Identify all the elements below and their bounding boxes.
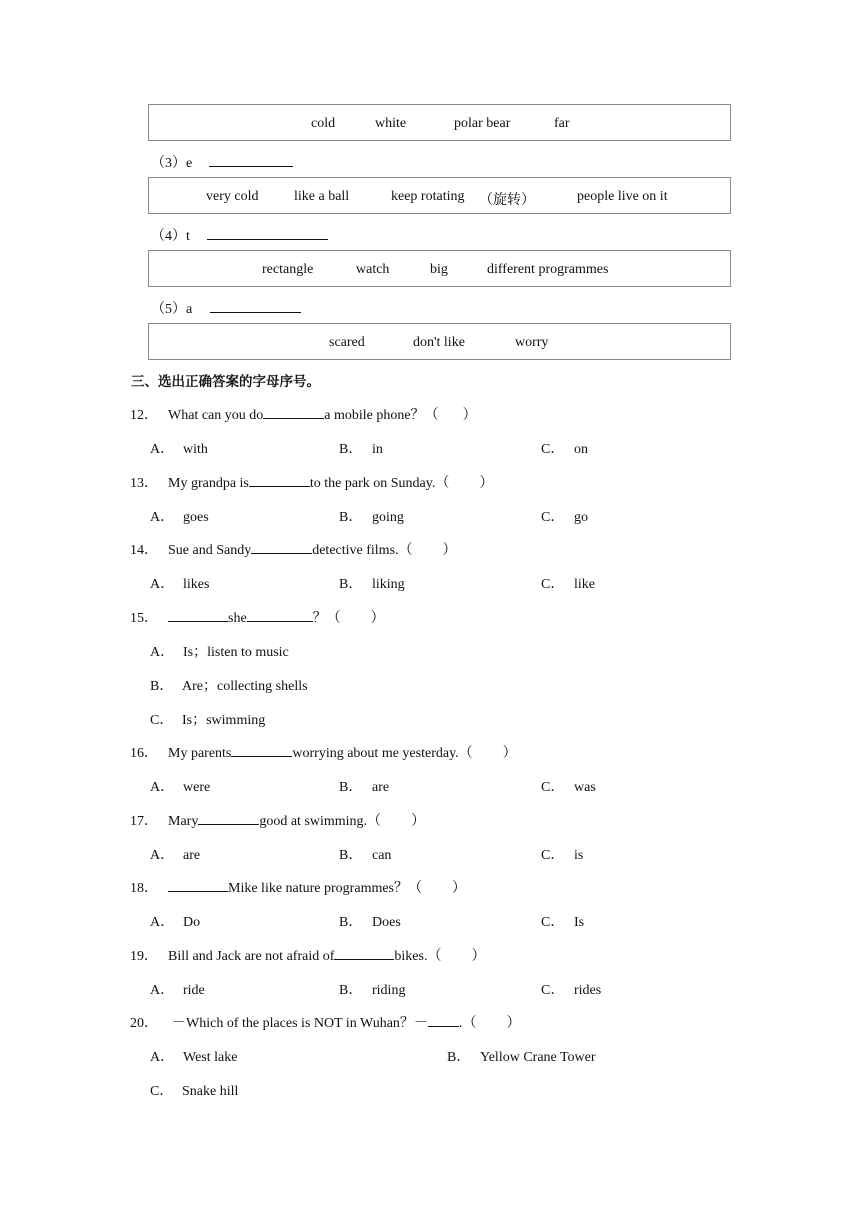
q12-option-c[interactable]: C． on — [541, 442, 588, 457]
q16-number: 16． — [130, 746, 158, 761]
q14-option-a[interactable]: A． likes — [150, 577, 210, 592]
word-rotating-cn: （旋转） — [479, 193, 535, 208]
q13-option-b[interactable]: B． going — [339, 510, 404, 525]
q12-blank[interactable] — [263, 406, 324, 419]
q15-option-b[interactable]: B． Are；collecting shells — [150, 679, 308, 694]
word-box-3 — [148, 177, 731, 214]
q19-number: 19． — [130, 949, 158, 964]
q18-close: ） — [452, 881, 467, 896]
q17-blank[interactable] — [198, 812, 259, 825]
word-keep-rotating: keep rotating — [391, 189, 465, 204]
word-scared: scared — [329, 335, 365, 350]
q20-option-c[interactable]: C． Snake hill — [150, 1084, 239, 1099]
word-box-1 — [148, 104, 731, 141]
q14-pre: Sue and Sandy — [168, 543, 252, 558]
q20-blank[interactable] — [428, 1014, 459, 1027]
q19-blank[interactable] — [334, 947, 394, 960]
item-4-label: （4）t — [151, 229, 190, 244]
q18-option-b[interactable]: B． Does — [339, 915, 401, 930]
word-people-live-on-it: people live on it — [577, 189, 668, 204]
q16-close: ） — [502, 746, 517, 761]
q12-text — [168, 404, 477, 424]
q14-close: ） — [442, 543, 457, 558]
q16-option-a[interactable]: A． were — [150, 780, 211, 795]
word-worry: worry — [515, 335, 549, 350]
q12-number: 12． — [130, 408, 158, 423]
q16-option-c[interactable]: C． was — [541, 780, 596, 795]
q17-close: ） — [411, 814, 426, 829]
q17-option-b[interactable]: B． can — [339, 848, 392, 863]
q14-text — [168, 539, 457, 559]
q15-text — [168, 607, 385, 627]
q12-close: ） — [462, 408, 477, 423]
q14-option-b[interactable]: B． liking — [339, 577, 405, 592]
q19-option-a[interactable]: A． ride — [150, 983, 205, 998]
q16-blank[interactable] — [231, 744, 292, 757]
q20-option-b[interactable]: B． Yellow Crane Tower — [447, 1050, 596, 1065]
word-box-5 — [148, 323, 731, 360]
q18-blank[interactable] — [168, 879, 228, 892]
q15-option-a[interactable]: A． Is；listen to music — [150, 645, 289, 660]
word-polar-bear: polar bear — [454, 116, 511, 131]
q16-post: worrying about me yesterday.（ — [292, 746, 473, 761]
q12-pre: What can you do — [168, 408, 264, 423]
q17-option-a[interactable]: A． are — [150, 848, 201, 863]
word-white: white — [375, 116, 407, 131]
q18-post: Mike like nature programmes？（ — [228, 881, 423, 896]
word-rectangle: rectangle — [262, 262, 314, 277]
q13-text — [168, 472, 493, 492]
q20-number: 20． — [130, 1016, 158, 1031]
q17-text — [168, 810, 425, 830]
q13-pre: My grandpa is — [168, 476, 249, 491]
word-different-programmes: different programmes — [487, 262, 609, 277]
q17-post: good at swimming.（ — [259, 814, 382, 829]
q19-post: bikes.（ — [394, 949, 442, 964]
q19-pre: Bill and Jack are not afraid of — [168, 949, 335, 964]
q18-number: 18． — [130, 881, 158, 896]
q13-option-c[interactable]: C． go — [541, 510, 588, 525]
item-3-label: （3）e — [151, 156, 193, 171]
q19-text — [168, 945, 485, 965]
q14-blank[interactable] — [251, 541, 312, 554]
item-3-blank[interactable] — [209, 166, 293, 167]
q15-option-c[interactable]: C． Is；swimming — [150, 713, 266, 728]
word-dont-like: don't like — [413, 335, 465, 350]
q15-close: ） — [370, 611, 385, 626]
q13-close: ） — [479, 476, 494, 491]
q18-option-a[interactable]: A． Do — [150, 915, 201, 930]
q13-blank[interactable] — [249, 474, 310, 487]
q17-option-c[interactable]: C． is — [541, 848, 584, 863]
word-cold: cold — [311, 116, 336, 131]
q12-option-a[interactable]: A． with — [150, 442, 208, 457]
q16-pre: My parents — [168, 746, 232, 761]
q16-text — [168, 742, 517, 762]
word-watch: watch — [356, 262, 390, 277]
q12-option-b[interactable]: B． in — [339, 442, 383, 457]
q19-close: ） — [471, 949, 486, 964]
q15-post: ？（ — [312, 611, 341, 626]
q20-post: .（ — [458, 1016, 477, 1031]
q16-option-b[interactable]: B． are — [339, 780, 390, 795]
q14-number: 14． — [130, 543, 158, 558]
q17-pre: Mary — [168, 814, 199, 829]
q20-close: ） — [506, 1016, 521, 1031]
q15-blank-2[interactable] — [247, 609, 313, 622]
q12-post: a mobile phone？（ — [324, 408, 439, 423]
q18-option-c[interactable]: C． Is — [541, 915, 585, 930]
q19-option-c[interactable]: C． rides — [541, 983, 602, 998]
q15-blank-1[interactable] — [168, 609, 228, 622]
q13-option-a[interactable]: A． goes — [150, 510, 209, 525]
item-5-blank[interactable] — [210, 312, 301, 313]
section-3-title: 三、选出正确答案的字母序号。 — [131, 374, 320, 390]
q15-number: 15． — [130, 611, 158, 626]
q14-option-c[interactable]: C． like — [541, 577, 595, 592]
word-big: big — [430, 262, 448, 277]
q20-option-a[interactable]: A． West lake — [150, 1050, 238, 1065]
q20-pre: －Which of the places is NOT in Wuhan？－ — [172, 1016, 428, 1031]
q15-mid: she — [228, 611, 247, 626]
word-box-4 — [148, 250, 731, 287]
word-very-cold: very cold — [206, 189, 259, 204]
q19-option-b[interactable]: B． riding — [339, 983, 406, 998]
q13-number: 13． — [130, 476, 158, 491]
word-far: far — [554, 116, 570, 131]
q13-post: to the park on Sunday.（ — [309, 476, 450, 491]
q20-text — [172, 1012, 520, 1032]
item-5-label: （5）a — [151, 302, 193, 317]
q18-text — [168, 877, 466, 897]
q17-number: 17． — [130, 814, 158, 829]
q14-post: detective films.（ — [312, 543, 413, 558]
word-like-a-ball: like a ball — [294, 189, 350, 204]
item-4-blank[interactable] — [207, 239, 328, 240]
